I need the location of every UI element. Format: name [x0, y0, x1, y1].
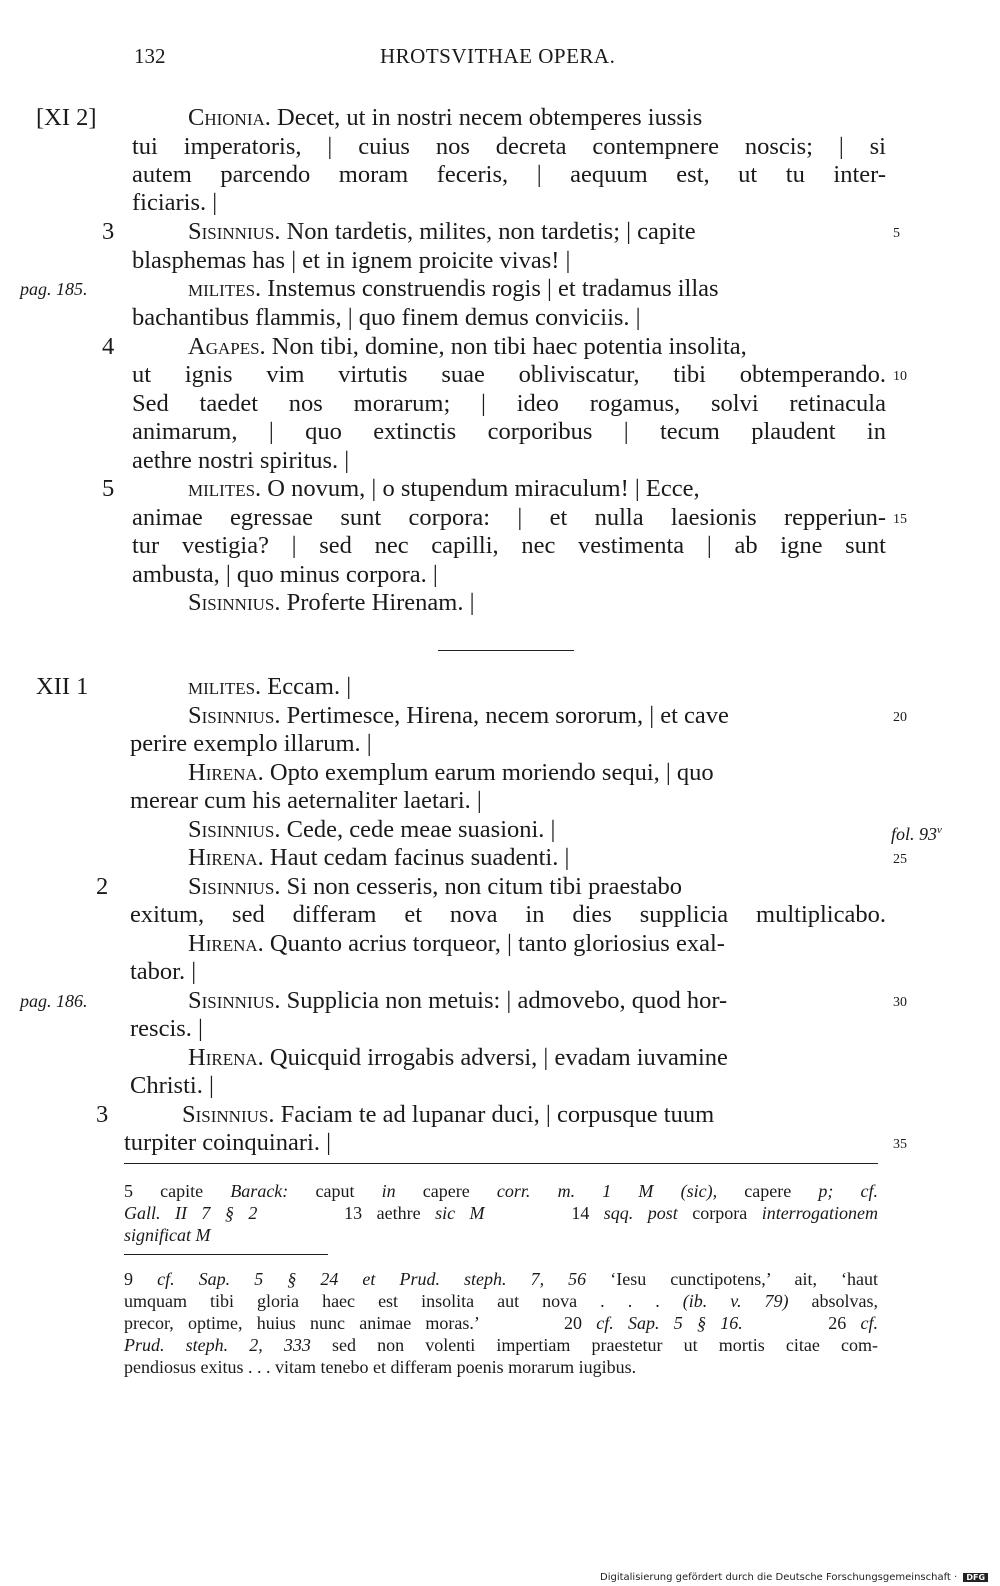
speaker-name: Hirena.	[188, 1044, 264, 1071]
text-line	[0, 1129, 1000, 1157]
speaker-name: Sisinnius.	[188, 589, 281, 616]
section-number: XII 1	[36, 673, 89, 700]
apparatus-italic: Gall. II 7 § 2	[124, 1203, 258, 1223]
apparatus-italic: p; cf.	[818, 1181, 879, 1201]
apparatus-italic: interrogationem	[761, 1203, 879, 1223]
line-text	[188, 104, 702, 132]
apparatus-text: caput	[288, 1181, 382, 1201]
text-segment: ambusta, | quo minus corpora. |	[132, 561, 438, 588]
line-text	[124, 1129, 331, 1157]
line-text	[130, 958, 196, 986]
apparatus-italic: cf. Sap. 5 § 24 et Prud. steph. 7, 56	[157, 1269, 587, 1289]
speaker-name: Sisinnius.	[188, 873, 281, 900]
text-line	[0, 816, 1000, 844]
text-segment: exitum, sed differam et nova in dies supplicia multiplicabo.	[130, 901, 886, 928]
source-page-ref: pag. 185.	[20, 279, 88, 299]
text-line	[0, 247, 1000, 275]
text-segment: Decet, ut in nostri necem obtemperes iussis	[270, 104, 703, 131]
line-text	[132, 390, 886, 418]
text-segment: Eccam. |	[261, 673, 352, 700]
line-text	[188, 333, 747, 361]
text-segment: Cede, cede meae suasioni. |	[280, 816, 556, 843]
line-text	[132, 418, 886, 446]
line-text	[132, 561, 438, 589]
text-line	[0, 504, 1000, 532]
text-line	[0, 673, 1000, 701]
text-segment: Supplicia non metuis: | admovebo, quod hor-	[280, 987, 728, 1014]
line-text	[130, 1072, 214, 1100]
apparatus-line	[124, 1268, 878, 1290]
text-segment: bachantibus flammis, | quo finem demus conviciis. |	[132, 304, 641, 331]
folio-number: fol. 93	[891, 824, 938, 844]
section-number: 3	[102, 218, 115, 245]
apparatus-line	[124, 1334, 878, 1356]
text-line	[0, 1044, 1000, 1072]
apparatus-italic: cf. Sap. 5 § 16.	[596, 1313, 743, 1333]
speaker-name: milites.	[188, 475, 262, 502]
line-text	[132, 361, 886, 389]
apparatus-text: umquam tibi gloria haec est insolita aut nova . . .	[124, 1291, 683, 1311]
source-apparatus	[124, 1268, 878, 1378]
line-text	[132, 447, 349, 475]
text-segment: Christi. |	[130, 1072, 214, 1099]
sources-rule	[124, 1254, 328, 1255]
footer-text: Digitalisierung gefördert durch die Deutsche Forschungsgemeinschaft ·	[600, 1572, 958, 1583]
apparatus-line	[124, 1224, 878, 1246]
line-text	[132, 161, 886, 189]
text-line	[0, 390, 1000, 418]
text-line	[0, 958, 1000, 986]
text-line	[0, 532, 1000, 560]
text-segment: Proferte Hirenam. |	[280, 589, 475, 616]
text-line	[0, 702, 1000, 730]
line-text	[188, 759, 714, 787]
text-segment: rescis. |	[130, 1015, 203, 1042]
apparatus-text: 5 capite	[124, 1181, 231, 1201]
line-text	[130, 1015, 203, 1043]
line-number: 25	[893, 852, 907, 867]
text-segment: perire exemplo illarum. |	[130, 730, 372, 757]
folio-side: v	[937, 824, 942, 836]
line-text	[132, 247, 570, 275]
line-text	[132, 133, 886, 161]
speaker-name: Hirena.	[188, 844, 264, 871]
text-line	[0, 218, 1000, 246]
text-line	[0, 589, 1000, 617]
apparatus-italic: corr. m. 1 M (sic),	[496, 1181, 718, 1201]
apparatus-line	[124, 1290, 878, 1312]
text-line	[0, 304, 1000, 332]
apparatus-italic: Barack:	[230, 1181, 289, 1201]
text-line	[0, 1072, 1000, 1100]
text-segment: animae egressae sunt corpora: | et nulla laesionis repperiun-	[132, 504, 886, 531]
line-text	[188, 844, 569, 872]
line-number: 15	[893, 512, 907, 527]
text-line	[0, 759, 1000, 787]
text-line	[0, 1101, 1000, 1129]
apparatus-italic: (ib. v. 79)	[682, 1291, 789, 1311]
line-number: 10	[893, 369, 907, 384]
speaker-name: Sisinnius.	[188, 218, 281, 245]
text-line	[0, 275, 1000, 303]
section-divider	[438, 650, 574, 651]
line-text	[188, 275, 719, 303]
section-number: 4	[102, 333, 115, 360]
text-segment: merear cum his aeternaliter laetari. |	[130, 787, 482, 814]
text-line	[0, 730, 1000, 758]
text-line	[0, 475, 1000, 503]
running-header	[0, 44, 1000, 74]
text-segment: Quanto acrius torqueor, | tanto gloriosius exal-	[263, 930, 725, 957]
text-line	[0, 333, 1000, 361]
text-line	[0, 418, 1000, 446]
line-number: 35	[893, 1137, 907, 1152]
speaker-name: milites.	[188, 275, 262, 302]
text-segment: Si non cesseris, non citum tibi praestabo	[280, 873, 682, 900]
text-segment: Instemus construendis rogis | et tradamus illas	[261, 275, 719, 302]
line-text	[188, 218, 696, 246]
apparatus-line	[124, 1180, 878, 1202]
apparatus-italic: sqq. post	[603, 1203, 678, 1223]
apparatus-line	[124, 1356, 878, 1378]
speaker-name: Sisinnius.	[182, 1101, 275, 1128]
page-number: 132	[134, 44, 166, 68]
text-line	[0, 844, 1000, 872]
text-line	[0, 161, 1000, 189]
speaker-name: milites.	[188, 673, 262, 700]
speaker-name: Sisinnius.	[188, 702, 281, 729]
apparatus-text: ‘Iesu cunctipotens,’ ait, ‘haut	[586, 1269, 879, 1289]
text-segment: tabor. |	[130, 958, 197, 985]
section-number: 5	[102, 475, 115, 502]
line-number: 20	[893, 710, 907, 725]
apparatus-text: sed non volenti impertiam praestetur ut mortis citae com-	[310, 1335, 878, 1355]
text-line	[0, 561, 1000, 589]
text-line	[0, 189, 1000, 217]
line-text	[188, 589, 475, 617]
text-line	[0, 104, 1000, 132]
apparatus-line	[124, 1312, 878, 1334]
text-line	[0, 361, 1000, 389]
line-text	[188, 673, 351, 701]
apparatus-text: absolvas,	[788, 1291, 878, 1311]
speaker-name: Sisinnius.	[188, 816, 281, 843]
line-text	[130, 787, 482, 815]
critical-apparatus	[124, 1180, 878, 1246]
section-number: 3	[96, 1101, 109, 1128]
line-text	[130, 730, 372, 758]
text-segment: Quicquid irrogabis adversi, | evadam iuvamine	[263, 1044, 728, 1071]
dfg-logo: DFG	[963, 1573, 988, 1582]
funding-footer	[600, 1572, 988, 1583]
apparatus-text: corpora	[677, 1203, 762, 1223]
text-line	[0, 873, 1000, 901]
text-segment: tui imperatoris, | cuius nos decreta contempnere noscis; | si	[132, 133, 886, 160]
line-text	[188, 475, 700, 503]
text-segment: Haut cedam facinus suadenti. |	[263, 844, 570, 871]
text-line	[0, 987, 1000, 1015]
text-segment: animarum, | quo extinctis corporibus | tecum plaudent in	[132, 418, 886, 445]
apparatus-text: precor, optime, huius nunc animae moras.’ 20	[124, 1313, 597, 1333]
text-segment: Non tardetis, milites, non tardetis; | capite	[280, 218, 696, 245]
running-title: HROTSVITHAE OPERA.	[380, 44, 616, 68]
apparatus-text: 26	[742, 1313, 861, 1333]
line-number: 5	[893, 226, 900, 241]
text-segment: tur vestigia? | sed nec capilli, nec vestimenta | ab igne sunt	[132, 532, 886, 559]
text-segment: ut ignis vim virtutis suae obliviscatur, tibi obtemperando.	[132, 361, 886, 388]
speaker-name: Hirena.	[188, 930, 264, 957]
line-text	[132, 504, 886, 532]
text-segment: Faciam te ad lupanar duci, | corpusque tuum	[274, 1101, 715, 1128]
text-segment: Sed taedet nos morarum; | ideo rogamus, solvi retinacula	[132, 390, 886, 417]
text-line	[0, 930, 1000, 958]
apparatus-text: capere	[395, 1181, 497, 1201]
text-line	[0, 787, 1000, 815]
apparatus-italic: Prud. steph. 2, 333	[124, 1335, 311, 1355]
line-text	[188, 987, 727, 1015]
apparatus-italic: sic M	[435, 1203, 485, 1223]
speaker-name: Sisinnius.	[188, 987, 281, 1014]
apparatus-rule	[124, 1163, 878, 1164]
text-segment: autem parcendo moram feceris, | aequum est, ut tu inter-	[132, 161, 886, 188]
apparatus-text: 9	[124, 1269, 158, 1289]
line-text	[182, 1101, 714, 1129]
line-text	[188, 816, 555, 844]
section-number: 2	[96, 873, 109, 900]
text-segment: Opto exemplum earum moriendo sequi, | quo	[263, 759, 714, 786]
speaker-name: Chionia.	[188, 104, 271, 131]
line-text	[188, 702, 729, 730]
text-segment: Pertimesce, Hirena, necem sororum, | et cave	[280, 702, 729, 729]
apparatus-text: 14	[484, 1203, 604, 1223]
section-number: [XI 2]	[36, 104, 97, 131]
text-segment: blasphemas has | et in ignem proicite vivas! |	[132, 247, 571, 274]
text-line	[0, 1015, 1000, 1043]
apparatus-italic: cf.	[860, 1313, 878, 1333]
apparatus-italic: in	[381, 1181, 396, 1201]
text-line	[0, 133, 1000, 161]
text-segment: O novum, | o stupendum miraculum! | Ecce,	[261, 475, 700, 502]
apparatus-text: pendiosus exitus . . . vitam tenebo et differam poenis morarum iugibus.	[124, 1357, 637, 1377]
apparatus-italic: significat M	[124, 1225, 211, 1245]
line-text	[132, 532, 886, 560]
text-line	[0, 901, 1000, 929]
speaker-name: Agapes.	[188, 333, 266, 360]
speaker-name: Hirena.	[188, 759, 264, 786]
line-number: 30	[893, 995, 907, 1010]
text-segment: aethre nostri spiritus. |	[132, 447, 350, 474]
apparatus-text: capere	[717, 1181, 819, 1201]
text-segment: ficiaris. |	[132, 189, 218, 216]
line-text	[188, 873, 682, 901]
apparatus-text: 13 aethre	[257, 1203, 436, 1223]
text-segment: turpiter coinquinari. |	[124, 1129, 331, 1156]
line-text	[130, 901, 886, 929]
source-page-ref: pag. 186.	[20, 991, 88, 1011]
line-text	[188, 1044, 728, 1072]
text-line	[0, 447, 1000, 475]
line-text	[132, 189, 217, 217]
apparatus-line	[124, 1202, 878, 1224]
line-text	[132, 304, 641, 332]
text-segment: Non tibi, domine, non tibi haec potentia insolita,	[265, 333, 747, 360]
line-text	[188, 930, 725, 958]
